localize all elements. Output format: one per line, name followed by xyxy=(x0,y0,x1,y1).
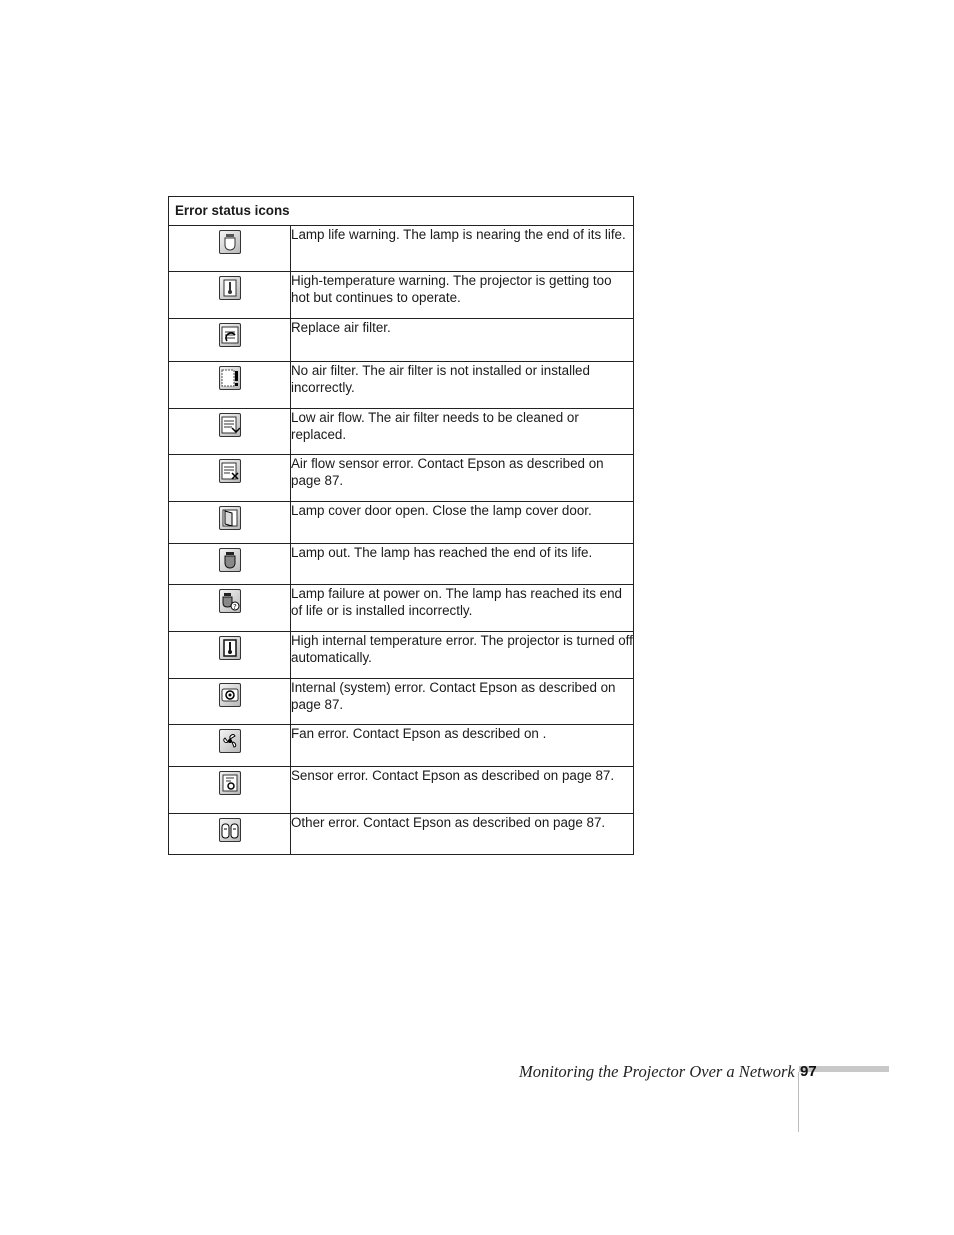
icon-cell xyxy=(169,767,291,814)
icon-cell xyxy=(169,362,291,409)
error-status-table xyxy=(168,196,634,855)
description-cell: Lamp cover door open. Close the lamp cover door. xyxy=(291,502,634,544)
icon-cell xyxy=(169,814,291,855)
running-footer-title: Monitoring the Projector Over a Network xyxy=(519,1062,795,1081)
air-filter-replace-icon xyxy=(219,323,241,347)
table-row xyxy=(169,272,634,319)
table-row xyxy=(169,544,634,585)
description-cell: Sensor error. Contact Epson as described on page 87. xyxy=(291,767,634,814)
icon-cell xyxy=(169,272,291,319)
table-row xyxy=(169,502,634,544)
table-row xyxy=(169,725,634,767)
table-header: Error status icons xyxy=(169,197,634,226)
icon-cell xyxy=(169,319,291,362)
description-cell: Lamp out. The lamp has reached the end of its life. xyxy=(291,544,634,585)
table-row xyxy=(169,679,634,725)
icon-cell xyxy=(169,544,291,585)
icon-cell xyxy=(169,409,291,455)
air-flow-sensor-error-icon xyxy=(219,459,241,483)
description-cell: Replace air filter. xyxy=(291,319,634,362)
description-cell: Lamp failure at power on. The lamp has reached its end of life or is installed incorrectly. xyxy=(291,585,634,632)
footer-divider xyxy=(798,1072,799,1132)
description-cell: Fan error. Contact Epson as described on . xyxy=(291,725,634,767)
sensor-error-icon xyxy=(219,771,241,795)
icon-cell xyxy=(169,502,291,544)
high-internal-temperature-icon xyxy=(219,636,241,660)
icon-cell xyxy=(169,455,291,502)
description-cell: Other error. Contact Epson as described on page 87. xyxy=(291,814,634,855)
table-row xyxy=(169,409,634,455)
thermometer-icon xyxy=(219,276,241,300)
table-row xyxy=(169,632,634,679)
table-row xyxy=(169,814,634,855)
lamp-icon xyxy=(219,230,241,254)
internal-system-error-icon xyxy=(219,683,241,707)
table-row xyxy=(169,362,634,409)
description-cell: No air filter. The air filter is not installed or installed incorrectly. xyxy=(291,362,634,409)
description-cell: Air flow sensor error. Contact Epson as described on page 87. xyxy=(291,455,634,502)
icon-cell xyxy=(169,632,291,679)
table-row xyxy=(169,226,634,272)
description-cell: Low air flow. The air filter needs to be cleaned or replaced. xyxy=(291,409,634,455)
description-cell: Lamp life warning. The lamp is nearing the end of its life. xyxy=(291,226,634,272)
no-air-filter-icon xyxy=(219,366,241,390)
lamp-out-icon xyxy=(219,548,241,572)
icon-cell xyxy=(169,725,291,767)
low-air-flow-icon xyxy=(219,413,241,437)
table-row xyxy=(169,585,634,632)
svg-text:?: ? xyxy=(232,603,237,611)
fan-icon xyxy=(219,729,241,753)
icon-cell xyxy=(169,585,291,632)
description-cell: Internal (system) error. Contact Epson as described on page 87. xyxy=(291,679,634,725)
icon-cell xyxy=(169,679,291,725)
lamp-failure-icon xyxy=(219,589,241,613)
lamp-cover-door-icon xyxy=(219,506,241,530)
page-number: 97 xyxy=(800,1063,817,1080)
description-cell: High-temperature warning. The projector is getting too hot but continues to operate. xyxy=(291,272,634,319)
table-row xyxy=(169,455,634,502)
table-row xyxy=(169,767,634,814)
icon-cell xyxy=(169,226,291,272)
description-cell: High internal temperature error. The projector is turned off automatically. xyxy=(291,632,634,679)
other-error-icon xyxy=(219,818,241,842)
table-row xyxy=(169,319,634,362)
